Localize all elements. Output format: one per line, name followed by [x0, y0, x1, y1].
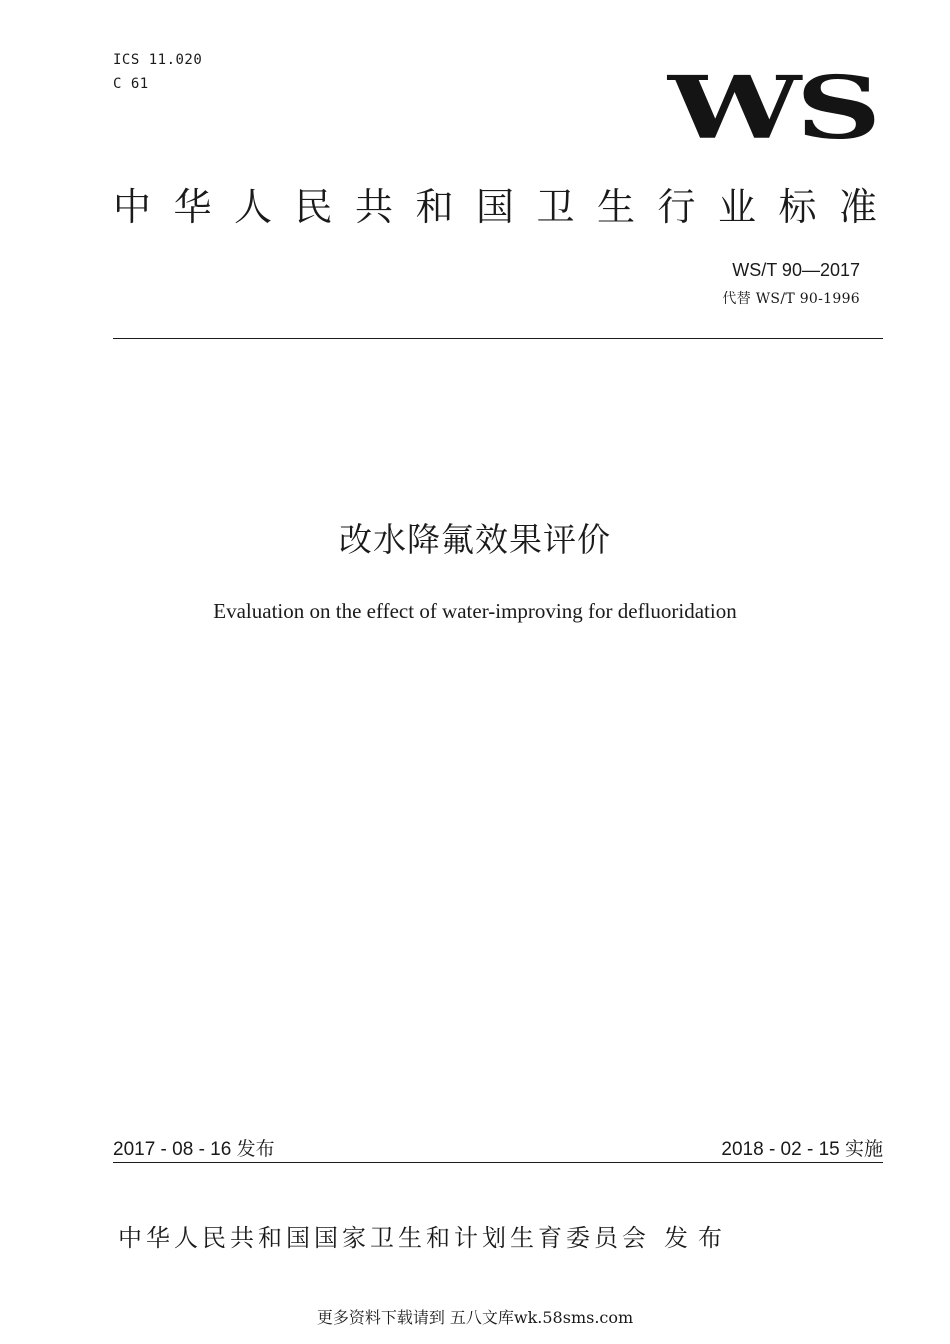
document-title-english: Evaluation on the effect of water-improving for defluoridation: [213, 599, 737, 623]
issuer-line: [118, 1220, 732, 1256]
ws-logo: WS: [668, 58, 876, 159]
dates-divider: [113, 1162, 883, 1163]
footer-download-note: 更多资料下载请到 五八文库wk.58sms.com: [316, 1308, 634, 1327]
standard-number: WS/T 90—2017: [732, 260, 860, 280]
header-divider: [113, 338, 883, 339]
issuer-action: 发布: [664, 1224, 732, 1252]
replaces-standard: 代替 WS/T 90-1996: [722, 291, 860, 307]
issue-date: 2017 - 08 - 16 发布: [113, 1139, 275, 1160]
classification-codes: [113, 48, 202, 96]
ccs-code: C 61: [113, 76, 149, 92]
organization-title: 中华人民共和国卫生行业标准: [113, 185, 900, 229]
implementation-date: 2018 - 02 - 15 实施: [721, 1139, 883, 1160]
document-title-chinese: 改水降氟效果评价: [339, 520, 611, 559]
ics-code: ICS 11.020: [113, 52, 203, 68]
issuer-name: 中华人民共和国国家卫生和计划生育委员会: [118, 1224, 650, 1252]
